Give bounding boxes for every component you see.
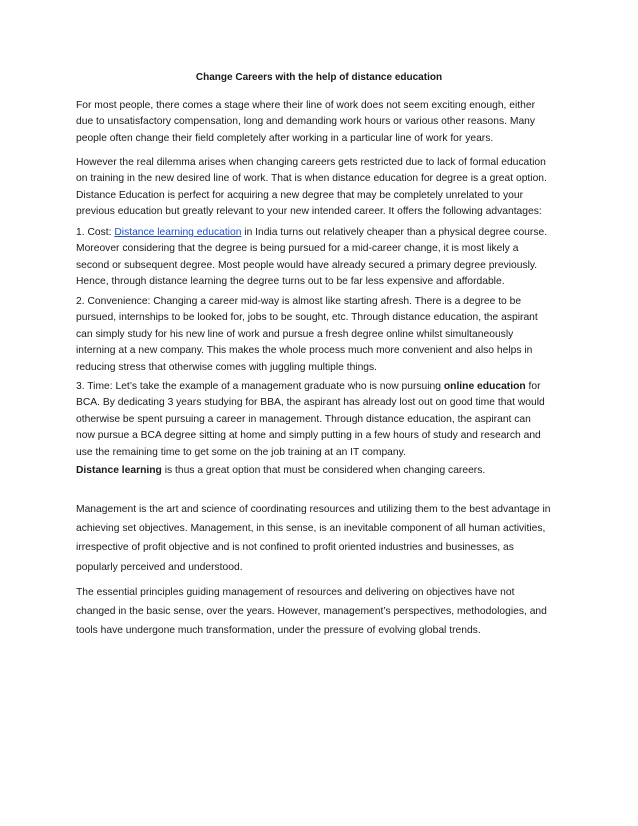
time-line: now pursue a BCA degree sitting at home and simply putting in a few hours of study and research and <box>76 430 541 442</box>
cost-line: second or subsequent degree. Most people would have already secured a primary degree previously. <box>76 259 538 271</box>
principles-paragraph <box>76 583 572 641</box>
dilemma-line: on training in the new desired line of work. That is when distance education for degree is a great option. <box>76 173 547 185</box>
dilemma-line: However the real dilemma arises when changing careers gets restricted due to lack of formal education <box>76 157 546 168</box>
principles-line: tools have undergone much transformation, under the pressure of evolving global trends. <box>76 625 481 637</box>
intro-line: due to unsatisfactory compensation, long and demanding work hours or various other reasons. Many <box>76 116 536 128</box>
principles-line: The essential principles guiding management of resources and delivering on objectives have not <box>76 587 515 598</box>
cost-prefix: 1. Cost: <box>76 227 115 238</box>
principles-line: changed in the basic sense, over the years. However, management’s perspectives, methodologies, and <box>76 606 547 618</box>
convenience-paragraph <box>76 294 572 376</box>
conclusion-paragraph <box>76 463 572 479</box>
time-line: use the remaining time to get some on the job training at an IT company. <box>76 446 406 458</box>
cost-line: Hence, through distance learning the degree turns out to be far less expensive and affordable. <box>76 276 505 288</box>
time-paragraph <box>76 379 572 461</box>
time-first-line <box>76 379 572 395</box>
cost-line: Moreover considering that the degree is being pursued for a mid-career change, it is most likely a <box>76 243 519 255</box>
distance-learning-education-link[interactable]: Distance learning education <box>114 227 242 238</box>
dilemma-line: Distance Education is perfect for acquiring a new degree that may be completely unrelated to your <box>76 189 524 201</box>
dilemma-line: previous education but greatly relevant to your new intended career. It offers the following advantages: <box>76 206 542 218</box>
time-first-line-suffix: for <box>525 381 541 392</box>
cost-first-line <box>76 225 572 241</box>
time-line: otherwise be spent pursuing a career in management. Through distance education, the aspirant can <box>76 413 531 425</box>
convenience-line: pursued, internships to be looked for, jobs to be sought, etc. Through distance education, the aspirant <box>76 312 538 324</box>
online-education-bold: online education <box>443 381 526 392</box>
distance-learning-bold: Distance learning <box>76 465 162 476</box>
cost-first-line-rest: in India turns out relatively cheaper than a physical degree course. <box>241 227 548 238</box>
convenience-line: reducing stress that otherwise comes with juggling multiple things. <box>76 361 378 373</box>
conclusion-line <box>76 463 572 479</box>
dilemma-paragraph <box>76 155 572 221</box>
management-line: Management is the art and science of coordinating resources and utilizing them to the best advantage in <box>76 504 551 515</box>
management-line: achieving set objectives. Management, in this sense, is an inevitable component of all human activities, <box>76 523 546 535</box>
management-line: irrespective of profit objective and is not confined to profit oriented industries and businesses, as <box>76 542 514 554</box>
convenience-line: interning at a new company. This makes the whole process much more convenient and also helps in <box>76 345 533 357</box>
document-title: Change Careers with the help of distance education <box>195 72 443 83</box>
intro-line: For most people, there comes a stage where their line of work does not seem exciting enough, either <box>76 100 536 111</box>
management-paragraph <box>76 500 572 577</box>
convenience-line: can simply study for his new line of work and pursue a fresh degree online whilst simultaneously <box>76 328 514 340</box>
intro-paragraph <box>76 98 572 147</box>
time-first-line-prefix: 3. Time: Let’s take the example of a management graduate who is now pursuing <box>76 381 444 392</box>
conclusion-rest: is thus a great option that must be considered when changing careers. <box>161 465 486 476</box>
cost-paragraph <box>76 225 572 291</box>
intro-line: people often change their field completely after working in a particular line of work for years. <box>76 132 494 144</box>
convenience-line: 2. Convenience: Changing a career mid-way is almost like starting afresh. There is a degree to be <box>76 296 522 307</box>
time-line: BCA. By dedicating 3 years studying for BBA, the aspirant has already lost out on good time that would <box>76 397 545 409</box>
management-line: popularly perceived and understood. <box>76 561 243 573</box>
